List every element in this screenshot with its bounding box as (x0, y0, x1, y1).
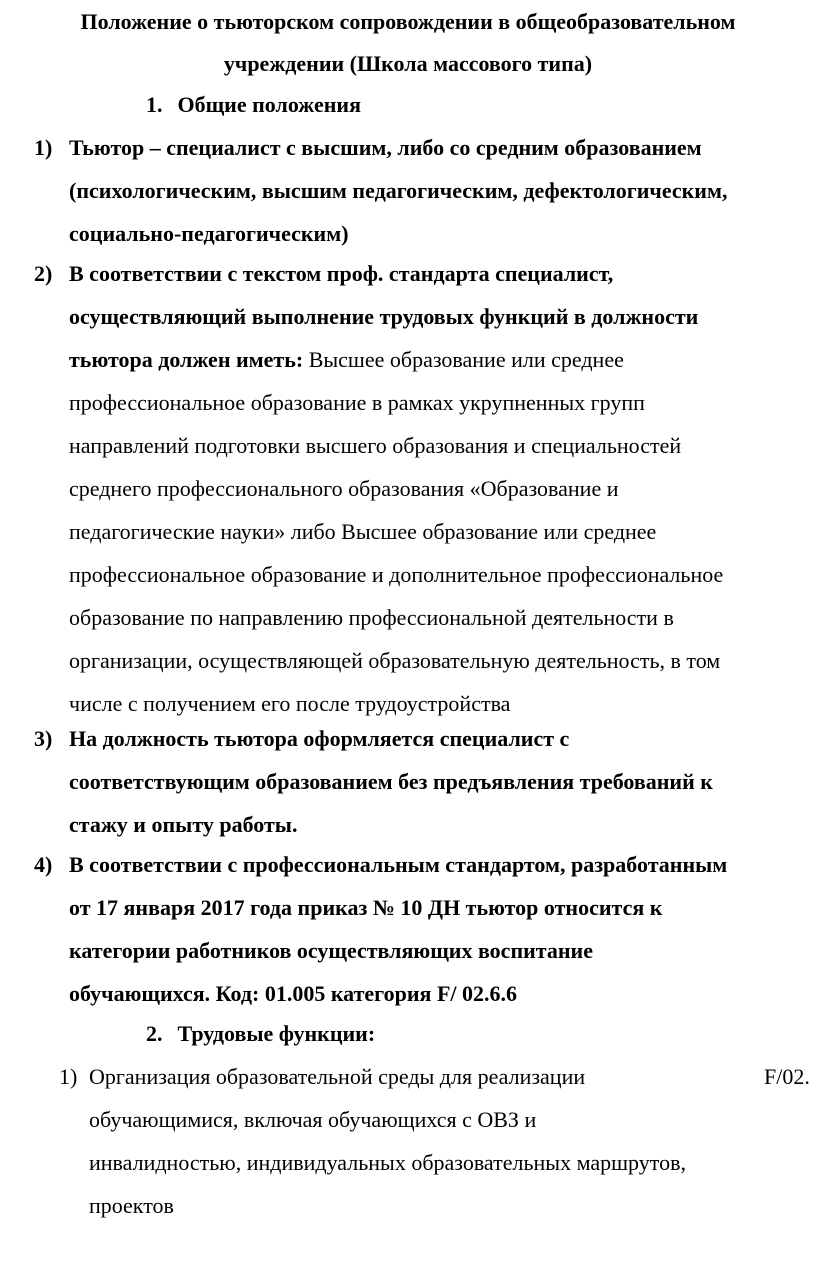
text-line: соответствующим образованием без предъявления требований к (69, 769, 713, 794)
text-line: педагогические науки» либо Высшее образование или среднее (69, 519, 657, 544)
list-marker: 3) (34, 726, 53, 751)
list-marker: 1) (59, 1064, 78, 1089)
text-line: числе с получением его после трудоустройства (69, 691, 511, 716)
text-line: среднего профессионального образования «Образование и (69, 476, 619, 501)
list-marker: 1) (34, 135, 53, 160)
list-marker: 4) (34, 852, 53, 877)
text-line: Тьютор – специалист с высшим, либо со средним образованием (69, 135, 702, 160)
text-line: социально-педагогическим) (69, 221, 349, 246)
text-line: В соответствии с текстом проф. стандарта специалист, (69, 261, 614, 286)
document-title-line-1: Положение о тьюторском сопровождении в общеобразовательном (80, 9, 736, 34)
text-line: образование по направлению профессиональной деятельности в (69, 605, 674, 630)
function-code: F/02. (764, 1064, 810, 1089)
text-line: обучающихся. Код: 01.005 категория F/ 02.6.6 (69, 981, 517, 1006)
text-line: На должность тьютора оформляется специалист с (69, 726, 570, 751)
section-number: 2. (146, 1021, 163, 1046)
normal-phrase: Высшее образование или среднее (303, 347, 624, 372)
text-line: инвалидностью, индивидуальных образовательных маршрутов, (89, 1150, 686, 1175)
text-line: обучающимися, включая обучающихся с ОВЗ и (89, 1107, 537, 1132)
list-item-text (69, 717, 809, 846)
bold-phrase: тьютора должен иметь: (69, 347, 304, 372)
list-item-text (69, 843, 809, 1015)
text-line: стажу и опыту работы. (69, 812, 298, 837)
text-line: (психологическим, высшим педагогическим, дефектологическим, (69, 178, 728, 203)
text-line: осуществляющий выполнение трудовых функций в должности (69, 304, 699, 329)
text-line: проектов (89, 1193, 174, 1218)
text-line (69, 338, 809, 381)
document-title-line-2: учреждении (Школа массового типа) (223, 51, 593, 76)
section-heading-labor-functions (146, 1012, 375, 1055)
section-heading-general (146, 83, 361, 126)
list-item-text (69, 126, 809, 255)
function-text (89, 1055, 749, 1227)
section-label: Трудовые функции: (177, 1021, 376, 1046)
list-marker: 2) (34, 261, 53, 286)
text-line: от 17 января 2017 года приказ № 10 ДН тьютор относится к (69, 895, 663, 920)
section-label: Общие положения (177, 92, 361, 117)
section-number: 1. (146, 92, 163, 117)
text-line: В соответствии с профессиональным стандартом, разработанным (69, 852, 728, 877)
text-line: направлений подготовки высшего образования и специальностей (69, 433, 682, 458)
list-item-text (69, 252, 809, 725)
text-line: Организация образовательной среды для реализации (89, 1064, 586, 1089)
text-line: организации, осуществляющей образовательную деятельность, в том (69, 648, 721, 673)
text-line: профессиональное образование и дополнительное профессиональное (69, 562, 724, 587)
text-line: категории работников осуществляющих воспитание (69, 938, 593, 963)
text-line: профессиональное образование в рамках укрупненных групп (69, 390, 645, 415)
